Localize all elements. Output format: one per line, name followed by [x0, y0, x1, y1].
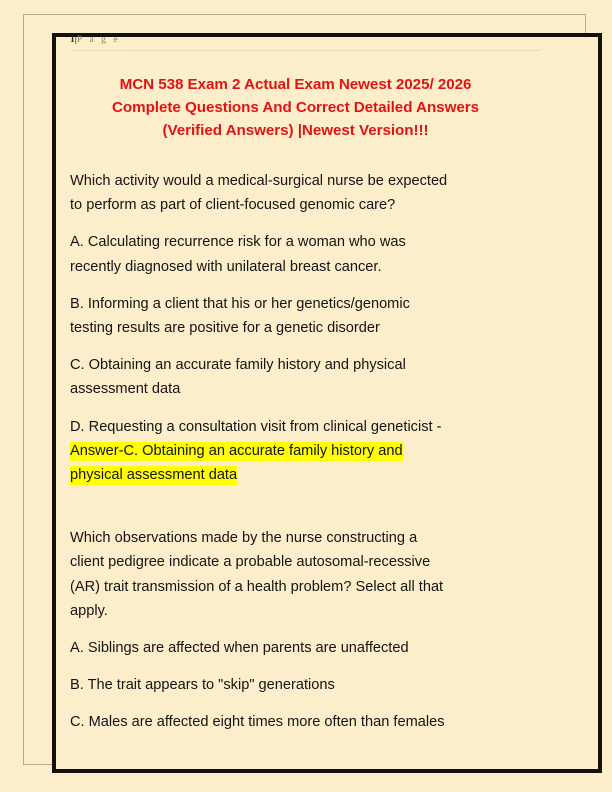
question-2-option-c[interactable] [70, 710, 543, 734]
question-1-option-a-line-2: recently diagnosed with unilateral breast cancer. [70, 258, 382, 275]
question-2-stem-line-2: client pedigree indicate a probable autosomal-recessive [70, 554, 431, 571]
answer-highlight-2: physical assessment data [70, 467, 238, 484]
running-header [42, 26, 547, 48]
question-1-answer-highlight-line-2 [70, 463, 543, 487]
question-1-option-b-line-1: B. Informing a client that his or her genetics/genomic [70, 295, 410, 312]
question-1-option-c-line-2: assessment data [70, 381, 181, 398]
document-title [42, 73, 547, 142]
question-1-option-b-line-2: testing results are positive for a genetic disorder [70, 320, 380, 337]
question-1-option-a[interactable] [70, 230, 543, 278]
question-list [42, 169, 547, 735]
title-line-3: (Verified Answers) |Newest Version!!! [162, 122, 429, 139]
question-1-stem [70, 169, 543, 217]
title-line-1: MCN 538 Exam 2 Actual Exam Newest 2025/ 2026 [119, 76, 472, 93]
question-1-option-d-line: D. Requesting a consultation visit from clinical geneticist - [70, 418, 442, 435]
document-content [42, 26, 547, 746]
question-1-option-b[interactable] [70, 292, 543, 340]
page-word-label: P a g e [76, 35, 121, 45]
question-2-option-b[interactable] [70, 673, 543, 697]
question-1-answer-highlight-line-1 [70, 439, 543, 463]
question-separator-gap [70, 500, 543, 526]
title-line-2: Complete Questions And Correct Detailed Answers [111, 99, 479, 116]
page-number-label [70, 35, 547, 45]
answer-highlight-1: Answer-C. Obtaining an accurate family history and [70, 442, 403, 459]
page-number: 1 [70, 35, 75, 45]
question-2-option-a-line-1: A. Siblings are affected when parents are unaffected [70, 640, 409, 657]
question-2-option-c-line-1: C. Males are affected eight times more often than females [70, 714, 445, 731]
question-2-option-b-line-1: B. The trait appears to "skip" generations [70, 677, 335, 694]
question-1-stem-line-1: Which activity would a medical-surgical nurse be expected [70, 173, 448, 189]
question-2-stem-line-1: Which observations made by the nurse constructing a [70, 530, 418, 547]
question-1-option-c-line-1: C. Obtaining an accurate family history and physical [70, 357, 406, 374]
question-2-stem [70, 526, 543, 623]
question-2-stem-line-3: (AR) trait transmission of a health problem? Select all that [70, 578, 444, 595]
question-1-stem-line-2: to perform as part of client-focused genomic care? [70, 197, 396, 214]
question-2-stem-line-4: apply. [70, 602, 108, 619]
question-1-option-c[interactable] [70, 353, 543, 401]
question-2-option-a[interactable] [70, 636, 543, 660]
page-number-separator: | [74, 35, 77, 45]
question-1-option-a-line-1: A. Calculating recurrence risk for a woman who was [70, 234, 406, 251]
question-1-option-d-and-answer[interactable] [70, 415, 543, 488]
header-divider [70, 50, 541, 51]
